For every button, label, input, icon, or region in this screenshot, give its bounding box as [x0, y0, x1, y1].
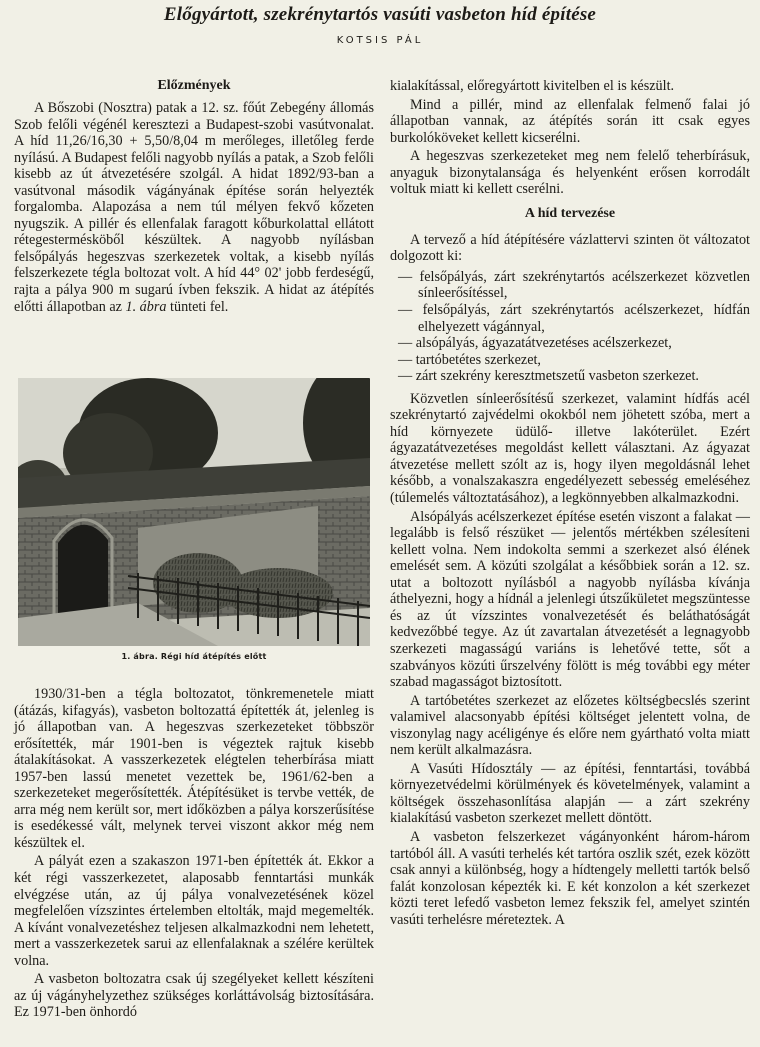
left-column-top: [14, 78, 374, 315]
paragraph: A vasbeton boltozatra csak új szegélyeket kellett készíteni az új vágányhelyzethez szükséges korláttávolság biztosítására. Ez 1971-ben önhordó: [14, 971, 374, 1021]
list-item: — alsópályás, ágyazatátvezetéses acélszerkezet,: [398, 335, 750, 352]
paragraph: kialakítással, előregyártott kivitelben el is készült.: [390, 78, 675, 94]
article-title: Előgyártott, szekrénytartós vasúti vasbeton híd építése: [163, 4, 597, 25]
paragraph: A hegeszvas szerkezeteket meg nem felelő teherbírásuk, anyaguk bizonytalansága és helyenként erősen korrodált voltuk miatt ki kellett cserélni.: [390, 148, 750, 198]
paragraph: A Bőszobi (Nosztra) patak a 12. sz. főút Zebegény állomás Szob felőli végénél keresztezi a Budapest-szobi vasútvonalat. A híd 11,26/16,30 + 5,50/8,04 m merőleges, illetőleg ferde nyílású. A Budapest felőli nagyobb nyílás a patak, a Szob felőli kisebb az út átvezetésére szolgál. A hidat 1892/93-ban a vasútvonal második vágányának építése során helyezték forgalomba. Alapozása a nem túl mélyen fekvő kőzeten nyugszik. A pillér és ellenfalak faragott kőburkolattal ellátott rétegestermésköből készültek. A nagyobb nyílásban felsőpályás hegeszvas szerkezetek voltak, a kisebb nyílás felszerkezete tégla boltozat volt. A híd 44° 02' jobb ferdeségű, rajta a pálya 900 m sugarú ívben fekszik. A hidat az átépítés előtti állapotban az 1. ábra tünteti fel.: [14, 100, 374, 315]
paragraph: A vasbeton felszerkezet vágányonként három-három tartóból áll. A vasúti terhelés két tartóra oszlik szét, ezek között csak annyi a különbség, hogy a hídtengely melletti tartók belső falát konzolosan képezték ki. E két konzolon a két szerkezet közti teret lefedő vasbeton lemez fekszik fel, amelyet szintén vasúti terhelésre méreteztek. A: [390, 828, 750, 928]
section-heading-design: A híd tervezése: [524, 205, 616, 221]
article-author: KOTSIS PÁL: [336, 35, 424, 46]
figure-reference: 1. ábra: [125, 298, 167, 315]
paragraph: A tervező a híd átépítésére vázlattervi szinten öt változatot dolgozott ki:: [390, 231, 750, 265]
paragraph: Mind a pillér, mind az ellenfalak felmenő falai jó állapotban vannak, az átépítés során itt csak egyes burkolóköveket kellett kicserélni.: [390, 96, 750, 146]
figure-caption: 1. ábra. Régi híd átépítés előtt: [121, 652, 267, 661]
paragraph: 1930/31-ben a tégla boltozatot, tönkremenetele miatt (átázás, kifagyás), vasbeton boltozattá építették át, jelenleg is jó állapotban van. A hegeszvas szerkezeteket többször erősítették, már 1901-ben is végeztek rajtuk kisebb átalakításokat. A vasszerkezetek elégtelen teherbírása miatt 1957-ben lassú menetet vezettek be, 1961/62-ben a szerkezeteket megerősítették. Átépítésüket is tervbe vették, de arra még nem került sor, mert időközben a pálya korszerűsítése is esedékessé vált, melynek tervei viszont akkor még nem készültek el.: [14, 686, 374, 851]
left-column-bottom: [14, 686, 374, 1021]
bridge-photo-illustration: [18, 378, 370, 646]
paragraph: A tartóbetétes szerkezet az előzetes költségbecslés szerint valamivel alacsonyabb építési költséget jelentett volna, de viszonylag nagy acéligénye és előre nem gyártható volta miatt nem került alkalmazásra.: [390, 692, 750, 759]
list-item: — felsőpályás, zárt szekrénytartós acélszerkezet közvetlen sínleerősítéssel,: [398, 269, 750, 302]
paragraph: Alsópályás acélszerkezet építése esetén viszont a falakat — legalább is felső részüket — jelentős mértékben szélesíteni kellett volna. Nem indokolta semmi a szerkezet alsó élének emelését sem. A közúti szolgálat a későbbiek során a 12. sz. utat a boltozott nyílásból a nagyobb nyílásba kívánja áthelyezni, hogy a hídnál a jelenlegi útszűkületet megszüntesse és az út vízszintes vonalvezetését és beláthatóságát kedvezőbbé tegye. Az út zavartalan átvezetését a legnagyobb szerkezeti magasságú variáns is lehetővé tette, sőt a szabványos közúti űrszelvény fölött is még további egy méter szabad magasságot biztosított.: [390, 508, 750, 691]
list-item: — tartóbetétes szerkezet,: [398, 352, 750, 369]
right-column: [390, 78, 750, 928]
design-variants-list: [390, 269, 750, 385]
section-heading-background: Előzmények: [157, 78, 231, 93]
list-item: — zárt szekrény keresztmetszetű vasbeton szerkezet.: [398, 368, 750, 385]
list-item: — felsőpályás, zárt szekrénytartós acélszerkezet, hídfán elhelyezett vágánnyal,: [398, 302, 750, 335]
paragraph: Közvetlen sínleerősítésű szerkezet, valamint hídfás acél szekrénytartó zajvédelmi okokból nem jöhetett szóba, mert a híd környezete üdülő- illetve lakóterület. Ezért ágyazatátvezetéses megoldást kellett választani. Az ágyazat átvezetése mellett szólt az is, hogy ilyen megoldásnál lehet később, a vonalszakaszra engedélyezett sebesség emeléséhez (túlemelés változtatásához), a legkönnyebben alkalmazkodni.: [390, 390, 750, 507]
paragraph: A pályát ezen a szakaszon 1971-ben építették át. Ekkor a két régi vasszerkezetet, alaposabb fenntartási munkák elvégzése után, az új pálya vonalvezetésének közel megfelelően vízszintes értelemben eltolták, majd megemelték. A kívánt vonalvezetéshez teljesen alkalmazkodni nem lehetett, mert a vasszerkezetek sarui az ellenfalaknak a szélére kerültek volna.: [14, 853, 374, 969]
figure-old-bridge-photo: [18, 378, 370, 646]
paragraph: A Vasúti Hídosztály — az építési, fenntartási, továbbá környezetvédelmi körülmények és követelmények, valamint a költségek összehasonlítása alapján — a zárt szekrény kialakítású vasbeton szerkezet mellett döntött.: [390, 760, 750, 827]
